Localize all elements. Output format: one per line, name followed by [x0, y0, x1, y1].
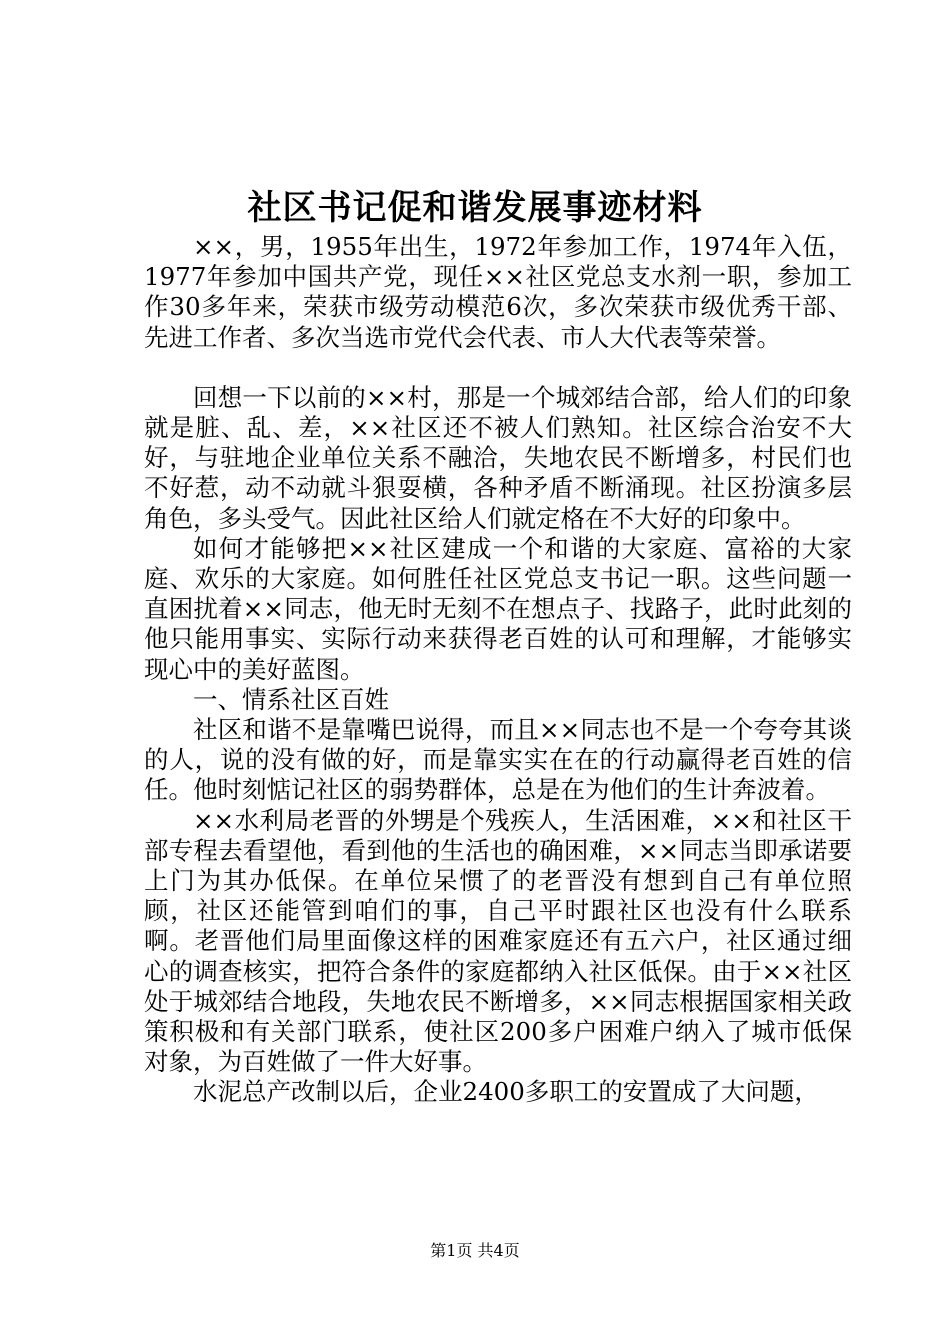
document-title: 社区书记促和谐发展事迹材料 [247, 188, 703, 228]
paragraph-harmony: 社区和谐不是靠嘴巴说得，而且××同志也不是一个夸夸其谈的人，说的没有做的好，而是靠实实在在的行动赢得老百姓的信任。他时刻惦记社区的弱势群体，总是在为他们的生计奔波着。 [144, 715, 852, 805]
page-number-footer: 第1页 共4页 [430, 1241, 520, 1260]
section-heading: 一、情系社区百姓 [193, 684, 389, 714]
paragraph-intro: ××，男，1955年出生，1972年参加工作，1974年入伍，1977年参加中国共产党，现任××社区党总支水剂一职，参加工作30多年来，荣获市级劳动模范6次，多次荣获市级优秀干部、先进工作者、多次当选市党代会代表、市人大代表等荣誉。 [144, 232, 852, 352]
paragraph-goal: 如何才能够把××社区建成一个和谐的大家庭、富裕的大家庭、欢乐的大家庭。如何胜任社区党总支书记一职。这些问题一直困扰着××同志，他无时无刻不在想点子、找路子，此时此刻的他只能用事实、实际行动来获得老百姓的认可和理解，才能够实现心中的美好蓝图。 [144, 533, 852, 684]
document-body [144, 232, 852, 1108]
paragraph-lao-jin: ××水利局老晋的外甥是个残疾人，生活困难，××和社区干部专程去看望他，看到他的生活也的确困难，××同志当即承诺要上门为其办低保。在单位呆惯了的老晋没有想到自己有单位照顾，社区还能管到咱们的事，自己平时跟社区也没有什么联系啊。老晋他们局里面像这样的困难家庭还有五六户，社区通过细心的调查核实，把符合条件的家庭都纳入社区低保。由于××社区处于城郊结合地段，失地农民不断增多，××同志根据国家相关政策积极和有关部门联系，使社区200多户困难户纳入了城市低保对象，为百姓做了一件大好事。 [144, 805, 852, 1077]
paragraph-recall: 回想一下以前的××村，那是一个城郊结合部，给人们的印象就是脏、乱、差，××社区还不被人们熟知。社区综合治安不大好，与驻地企业单位关系不融洽，失地农民不断增多，村民们也不好惹，动不动就斗狠耍横，各种矛盾不断涌现。社区扮演多层角色，多头受气。因此社区给人们就定格在不大好的印象中。 [144, 382, 852, 533]
paragraph-cement-plant: 水泥总产改制以后，企业2400多职工的安置成了大问题， [193, 1077, 819, 1107]
